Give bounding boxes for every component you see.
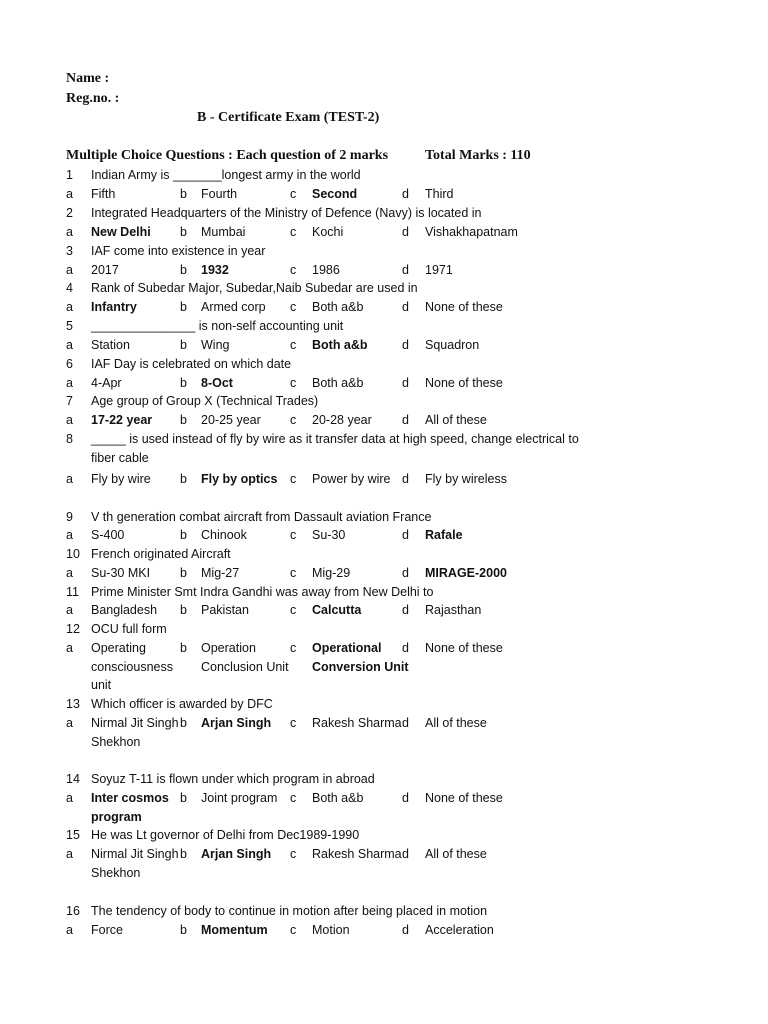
option-letter: b [180,225,187,239]
option-text: Both a&b [312,300,364,314]
option-letter: a [66,376,73,390]
option-letter: c [290,300,297,314]
option-letter: a [66,528,73,542]
option-letter: d [402,791,409,805]
option-letter: d [402,566,409,580]
question-text: Integrated Headquarters of the Ministry of Defence (Navy) is located in [91,206,482,220]
option-text: Wing [201,338,230,352]
option-letter: b [180,300,187,314]
question-number: 3 [66,244,73,258]
option-text: 1971 [425,263,453,277]
question-number: 15 [66,828,80,842]
option-letter: a [66,187,73,201]
option-text: Rakesh Sharma [312,716,402,730]
option-letter: b [180,847,187,861]
option-text: Pakistan [201,603,249,617]
correct-answer: New Delhi [91,225,151,239]
option-text: Squadron [425,338,480,352]
question-text: IAF Day is celebrated on which date [91,357,292,371]
option-text: Operating consciousness unit [91,641,173,693]
option-text: Acceleration [425,923,494,937]
correct-answer: Rafale [425,528,463,542]
option-letter: a [66,225,73,239]
question-text: IAF come into existence in year [91,244,266,258]
option-text: Su-30 [312,528,346,542]
option-letter: c [290,791,297,805]
correct-answer: Fly by optics [201,472,278,486]
option-letter: c [290,376,297,390]
correct-answer: Arjan Singh [201,716,272,730]
option-text: All of these [425,413,487,427]
option-text: None of these [425,791,503,805]
option-text: 20-25 year [201,413,261,427]
option-letter: d [402,376,409,390]
option-letter: a [66,641,73,655]
question-text: V th generation combat aircraft from Dassault aviation France [91,510,432,524]
question-text: OCU full form [91,622,167,636]
option-letter: d [402,528,409,542]
option-text: Vishakhapatnam [425,225,518,239]
question-text: He was Lt governor of Delhi from Dec1989-1990 [91,828,360,842]
option-letter: a [66,263,73,277]
option-letter: c [290,187,297,201]
option-text: Operation Conclusion Unit [201,641,289,674]
question-text: Which officer is awarded by DFC [91,697,273,711]
option-letter: d [402,923,409,937]
option-letter: c [290,225,297,239]
correct-answer: Operational Conversion Unit [312,641,409,674]
option-text: None of these [425,641,503,655]
option-letter: d [402,847,409,861]
question-number: 10 [66,547,80,561]
option-text: Third [425,187,454,201]
question-text: _____ is used instead of fly by wire as it transfer data at high speed, change electrical to fiber cable [91,432,579,465]
question-text: The tendency of body to continue in motion after being placed in motion [91,904,488,918]
option-letter: a [66,566,73,580]
option-letter: a [66,603,73,617]
question-number: 12 [66,622,80,636]
option-text: Kochi [312,225,344,239]
option-letter: c [290,847,297,861]
option-letter: a [66,923,73,937]
option-letter: b [180,566,187,580]
option-letter: c [290,641,297,655]
question-number: 11 [66,585,79,599]
correct-answer: 17-22 year [91,413,153,427]
question-number: 7 [66,394,73,408]
option-text: Fourth [201,187,238,201]
question-number: 16 [66,904,80,918]
exam-title: B - Certificate Exam (TEST-2) [197,110,380,125]
option-text: Fifth [91,187,116,201]
correct-answer: 8-Oct [201,376,233,390]
option-letter: d [402,263,409,277]
option-text: 4-Apr [91,376,122,390]
name-label: Name : [66,71,110,86]
option-text: Fly by wireless [425,472,507,486]
correct-answer: Calcutta [312,603,362,617]
question-number: 1 [66,168,73,182]
option-text: Power by wire [312,472,391,486]
option-letter: a [66,791,73,805]
option-letter: d [402,413,409,427]
question-number: 6 [66,357,73,371]
correct-answer: Both a&b [312,338,368,352]
option-text: Chinook [201,528,247,542]
correct-answer: MIRAGE-2000 [425,566,507,580]
total-marks: Total Marks : 110 [425,148,531,163]
option-text: Motion [312,923,350,937]
option-letter: b [180,187,187,201]
option-letter: b [180,716,187,730]
option-text: 1986 [312,263,340,277]
option-text: Nirmal Jit Singh Shekhon [91,716,179,749]
question-text: Age group of Group X (Technical Trades) [91,394,319,408]
question-number: 5 [66,319,73,333]
option-text: All of these [425,716,487,730]
option-letter: c [290,923,297,937]
option-letter: a [66,847,73,861]
option-letter: b [180,923,187,937]
option-letter: d [402,603,409,617]
option-letter: a [66,472,73,486]
option-text: Rajasthan [425,603,482,617]
option-text: Force [91,923,123,937]
option-text: Su-30 MKI [91,566,151,580]
option-text: Mig-27 [201,566,240,580]
option-text: None of these [425,300,503,314]
question-number: 14 [66,772,80,786]
question-text: Soyuz T-11 is flown under which program in abroad [91,772,375,786]
option-letter: d [402,641,409,655]
question-text: Prime Minister Smt Indra Gandhi was away from New Delhi to [91,585,434,599]
option-text: Rakesh Sharma [312,847,402,861]
correct-answer: Second [312,187,358,201]
option-text: Fly by wire [91,472,151,486]
option-letter: b [180,376,187,390]
option-letter: c [290,472,297,486]
option-letter: a [66,300,73,314]
option-text: Station [91,338,130,352]
question-number: 2 [66,206,73,220]
option-letter: d [402,187,409,201]
option-text: Armed corp [201,300,266,314]
option-letter: c [290,528,297,542]
option-letter: b [180,338,187,352]
option-letter: d [402,338,409,352]
option-letter: a [66,338,73,352]
question-number: 9 [66,510,73,524]
option-letter: b [180,263,187,277]
regno-label: Reg.no. : [66,91,120,106]
option-letter: d [402,225,409,239]
option-letter: c [290,413,297,427]
option-letter: b [180,641,187,655]
option-letter: c [290,566,297,580]
option-text: S-400 [91,528,125,542]
option-text: Both a&b [312,376,364,390]
option-text: All of these [425,847,487,861]
option-letter: b [180,603,187,617]
option-text: Both a&b [312,791,364,805]
correct-answer: Inter cosmos program [91,791,169,824]
option-letter: d [402,300,409,314]
option-letter: c [290,338,297,352]
option-text: Joint program [201,791,278,805]
option-text: Mumbai [201,225,246,239]
option-letter: b [180,472,187,486]
option-letter: a [66,413,73,427]
question-number: 13 [66,697,80,711]
option-letter: b [180,791,187,805]
option-letter: c [290,263,297,277]
option-letter: a [66,716,73,730]
correct-answer: Arjan Singh [201,847,272,861]
option-letter: b [180,413,187,427]
option-text: 2017 [91,263,119,277]
question-text: _______________ is non-self accounting unit [91,319,344,333]
option-letter: c [290,603,297,617]
option-text: Bangladesh [91,603,158,617]
question-text: Rank of Subedar Major, Subedar,Naib Subedar are used in [91,281,418,295]
option-text: 20-28 year [312,413,372,427]
question-text: Indian Army is _______longest army in the world [91,168,361,182]
question-text: French originated Aircraft [91,547,231,561]
correct-answer: Infantry [91,300,137,314]
correct-answer: 1932 [201,263,229,277]
option-letter: d [402,716,409,730]
question-number: 4 [66,281,73,295]
option-letter: c [290,716,297,730]
question-number: 8 [66,432,73,446]
mcq-heading: Multiple Choice Questions : Each question of 2 marks [66,148,389,163]
option-text: Mig-29 [312,566,351,580]
option-text: None of these [425,376,503,390]
option-text: Nirmal Jit Singh Shekhon [91,847,179,880]
option-letter: b [180,528,187,542]
option-letter: d [402,472,409,486]
correct-answer: Momentum [201,923,268,937]
